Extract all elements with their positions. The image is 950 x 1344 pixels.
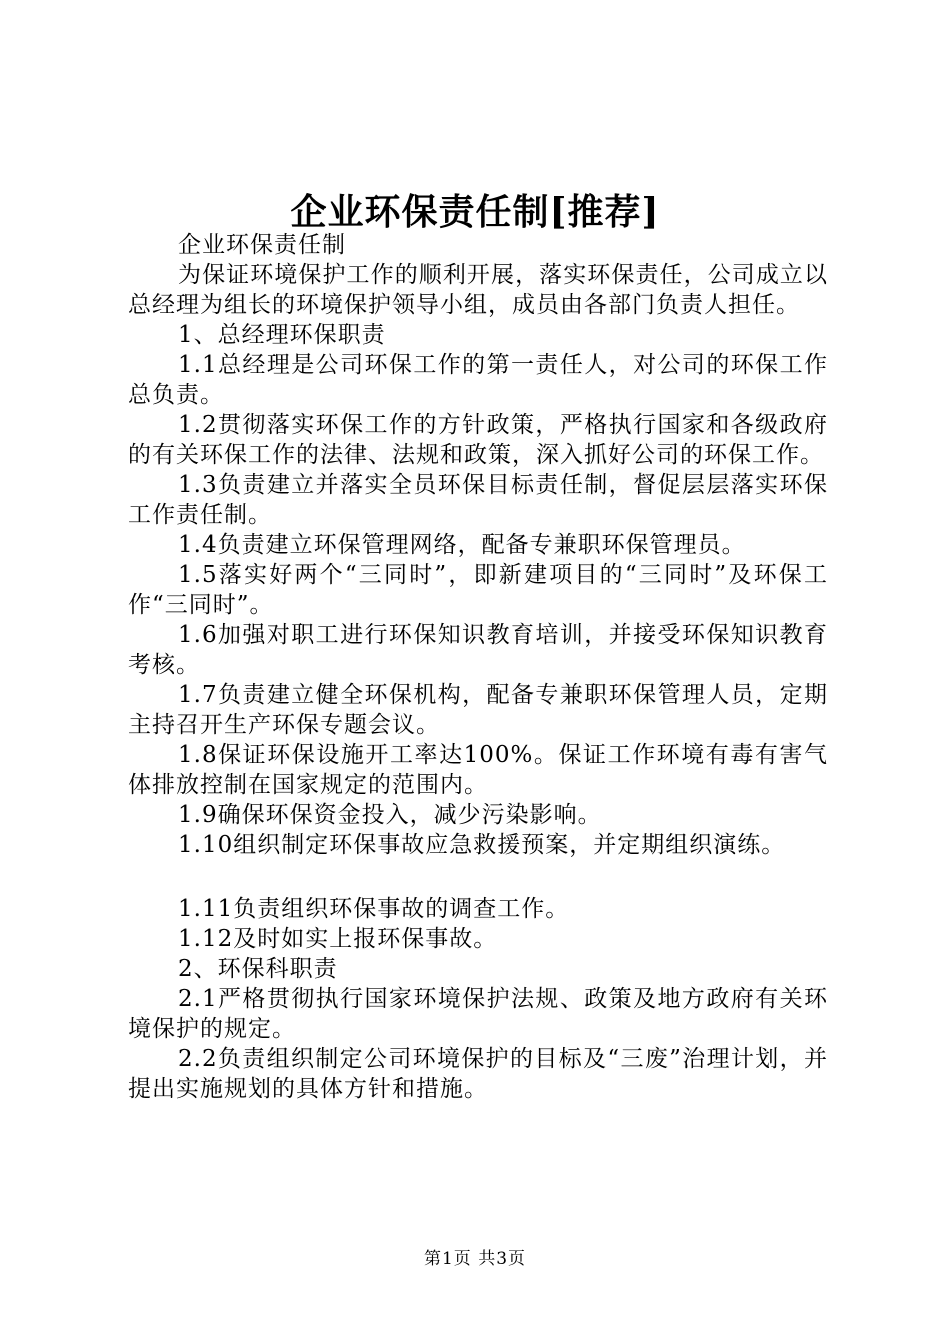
paragraph: 1.10组织制定环保事故应急救援预案，并定期组织演练。 [178,832,786,858]
paragraph: 1.6加强对职工进行环保知识教育培训，并接受环保知识教育考核。 [128,622,828,678]
paragraph: 1.11负责组织环保事故的调查工作。 [178,896,570,922]
section-heading: 1、总经理环保职责 [178,322,386,348]
paragraph: 1.4负责建立环保管理网络，配备专兼职环保管理员。 [178,532,746,558]
paragraph: 1.7负责建立健全环保机构，配备专兼职环保管理人员，定期主持召开生产环保专题会议。 [128,682,828,738]
paragraph: 1.5落实好两个“三同时”，即新建项目的“三同时”及环保工作“三同时”。 [128,562,828,618]
document-body [128,230,828,1104]
paragraph: 1.2贯彻落实环保工作的方针政策，严格执行国家和各级政府的有关环保工作的法律、法规和政策，深入抓好公司的环保工作。 [128,412,828,468]
paragraph: 为保证环境保护工作的顺利开展，落实环保责任，公司成立以总经理为组长的环境保护领导小组，成员由各部门负责人担任。 [128,262,828,318]
page-footer: 第1页 共3页 [423,1249,527,1269]
paragraph: 1.12及时如实上报环保事故。 [178,926,498,952]
paragraph: 1.1总经理是公司环保工作的第一责任人，对公司的环保工作总负责。 [128,352,828,408]
paragraph: 企业环保责任制 [178,232,346,258]
paragraph: 1.9确保环保资金投入，减少污染影响。 [178,802,602,828]
paragraph: 2.1严格贯彻执行国家环境保护法规、政策及地方政府有关环境保护的规定。 [128,986,828,1042]
document-title: 企业环保责任制[推荐] [290,191,660,233]
paragraph: 2.2负责组织制定公司环境保护的目标及“三废”治理计划，并提出实施规划的具体方针和措施。 [128,1046,828,1102]
section-heading: 2、环保科职责 [178,956,338,982]
paragraph: 1.8保证环保设施开工率达100%。保证工作环境有毒有害气体排放控制在国家规定的范围内。 [128,742,828,798]
paragraph: 1.3负责建立并落实全员环保目标责任制，督促层层落实环保工作责任制。 [128,472,828,528]
